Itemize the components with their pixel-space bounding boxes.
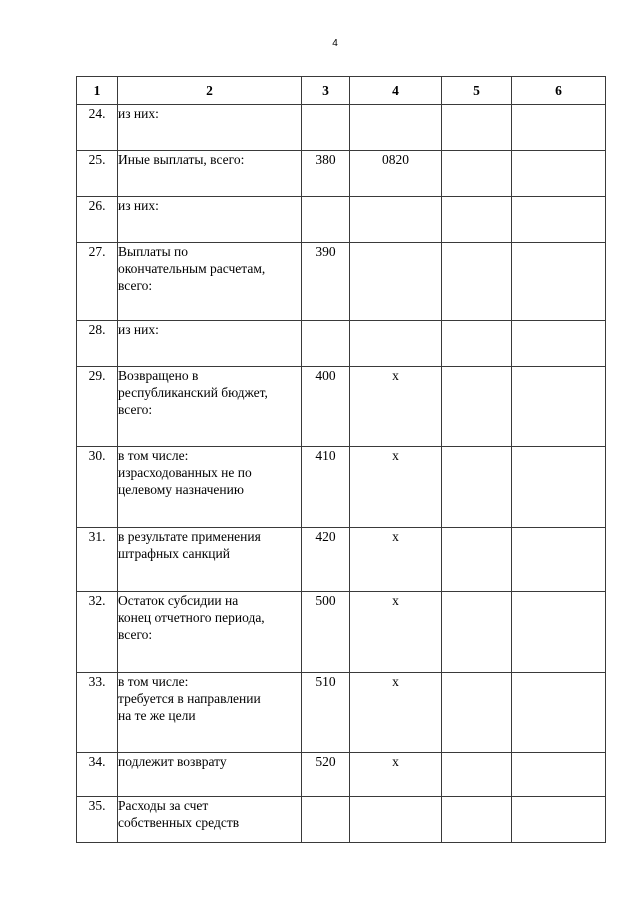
column-4-cell: х (350, 592, 442, 673)
row-number-cell: 35. (77, 797, 118, 843)
row-number-cell: 34. (77, 753, 118, 797)
column-4-cell: х (350, 528, 442, 592)
column-6-cell (512, 151, 606, 197)
column-header-4: 4 (350, 77, 442, 105)
column-6-cell (512, 673, 606, 753)
row-code-cell: 520 (302, 753, 350, 797)
column-5-cell (442, 753, 512, 797)
row-description-cell (118, 447, 302, 528)
column-header-2: 2 (118, 77, 302, 105)
column-header-6: 6 (512, 77, 606, 105)
column-4-cell: х (350, 753, 442, 797)
row-number-cell: 27. (77, 243, 118, 321)
row-description-line: всего: (118, 627, 153, 642)
table-row (77, 447, 606, 528)
column-6-cell (512, 243, 606, 321)
column-5-cell (442, 447, 512, 528)
row-description-cell (118, 243, 302, 321)
column-5-cell (442, 197, 512, 243)
row-description-line: из них: (118, 198, 159, 213)
column-5-cell (442, 243, 512, 321)
page-number: 4 (332, 38, 338, 49)
row-description-line: Расходы за счет (118, 798, 209, 813)
row-code-cell (302, 321, 350, 367)
row-description-line: Иные выплаты, всего: (118, 152, 245, 167)
column-5-cell (442, 797, 512, 843)
row-number-cell: 28. (77, 321, 118, 367)
row-description-line: Выплаты по (118, 244, 188, 259)
row-description-line: всего: (118, 278, 153, 293)
table-row (77, 367, 606, 447)
column-5-cell (442, 367, 512, 447)
row-description-cell (118, 321, 302, 367)
table-row (77, 243, 606, 321)
column-header-5: 5 (442, 77, 512, 105)
column-6-cell (512, 753, 606, 797)
column-5-cell (442, 673, 512, 753)
column-4-cell: х (350, 367, 442, 447)
row-description-line: Остаток субсидии на (118, 593, 239, 608)
row-number-cell: 31. (77, 528, 118, 592)
column-6-cell (512, 321, 606, 367)
table-row (77, 673, 606, 753)
row-description-line: в результате применения (118, 529, 261, 544)
row-description-line: на те же цели (118, 708, 196, 723)
row-number-cell: 32. (77, 592, 118, 673)
row-description-line: подлежит возврату (118, 754, 227, 769)
row-code-cell: 390 (302, 243, 350, 321)
row-description-line: штрафных санкций (118, 546, 230, 561)
row-number-cell: 29. (77, 367, 118, 447)
column-4-cell (350, 197, 442, 243)
row-description-line: в том числе: (118, 448, 189, 463)
row-description-line: из них: (118, 322, 159, 337)
row-number-cell: 25. (77, 151, 118, 197)
column-header-3: 3 (302, 77, 350, 105)
table-row (77, 753, 606, 797)
column-4-cell: х (350, 447, 442, 528)
table-header-row (77, 77, 606, 105)
column-5-cell (442, 528, 512, 592)
column-4-cell (350, 105, 442, 151)
row-code-cell (302, 797, 350, 843)
table-row (77, 105, 606, 151)
row-description-cell (118, 197, 302, 243)
column-4-cell (350, 243, 442, 321)
row-description-cell (118, 592, 302, 673)
column-6-cell (512, 797, 606, 843)
row-description-cell (118, 753, 302, 797)
column-4-cell (350, 797, 442, 843)
column-5-cell (442, 592, 512, 673)
row-description-line: всего: (118, 402, 153, 417)
row-description-cell (118, 673, 302, 753)
row-code-cell: 420 (302, 528, 350, 592)
row-code-cell: 500 (302, 592, 350, 673)
row-description-line: требуется в направлении (118, 691, 261, 706)
row-number-cell: 30. (77, 447, 118, 528)
row-description-cell (118, 105, 302, 151)
column-header-1: 1 (77, 77, 118, 105)
row-description-line: в том числе: (118, 674, 189, 689)
column-4-cell: х (350, 673, 442, 753)
row-description-cell (118, 528, 302, 592)
row-description-cell (118, 367, 302, 447)
table-row (77, 592, 606, 673)
table-row (77, 197, 606, 243)
column-4-cell: 0820 (350, 151, 442, 197)
row-description-cell (118, 797, 302, 843)
table-row (77, 321, 606, 367)
row-code-cell (302, 197, 350, 243)
row-description-line: конец отчетного периода, (118, 610, 265, 625)
column-5-cell (442, 151, 512, 197)
row-number-cell: 26. (77, 197, 118, 243)
row-code-cell: 380 (302, 151, 350, 197)
row-description-line: Возвращено в (118, 368, 199, 383)
row-number-cell: 33. (77, 673, 118, 753)
column-5-cell (442, 105, 512, 151)
column-6-cell (512, 197, 606, 243)
row-description-line: из них: (118, 106, 159, 121)
row-description-line: республиканский бюджет, (118, 385, 268, 400)
table-row (77, 151, 606, 197)
row-description-line: израсходованных не по (118, 465, 252, 480)
table-row (77, 797, 606, 843)
column-4-cell (350, 321, 442, 367)
row-code-cell (302, 105, 350, 151)
column-6-cell (512, 105, 606, 151)
column-6-cell (512, 592, 606, 673)
table-row (77, 528, 606, 592)
row-description-cell (118, 151, 302, 197)
row-number-cell: 24. (77, 105, 118, 151)
report-table (76, 76, 606, 843)
row-code-cell: 510 (302, 673, 350, 753)
column-6-cell (512, 367, 606, 447)
row-description-line: окончательным расчетам, (118, 261, 266, 276)
row-code-cell: 400 (302, 367, 350, 447)
column-5-cell (442, 321, 512, 367)
row-description-line: целевому назначению (118, 482, 244, 497)
column-6-cell (512, 447, 606, 528)
column-6-cell (512, 528, 606, 592)
row-description-line: собственных средств (118, 815, 240, 830)
row-code-cell: 410 (302, 447, 350, 528)
